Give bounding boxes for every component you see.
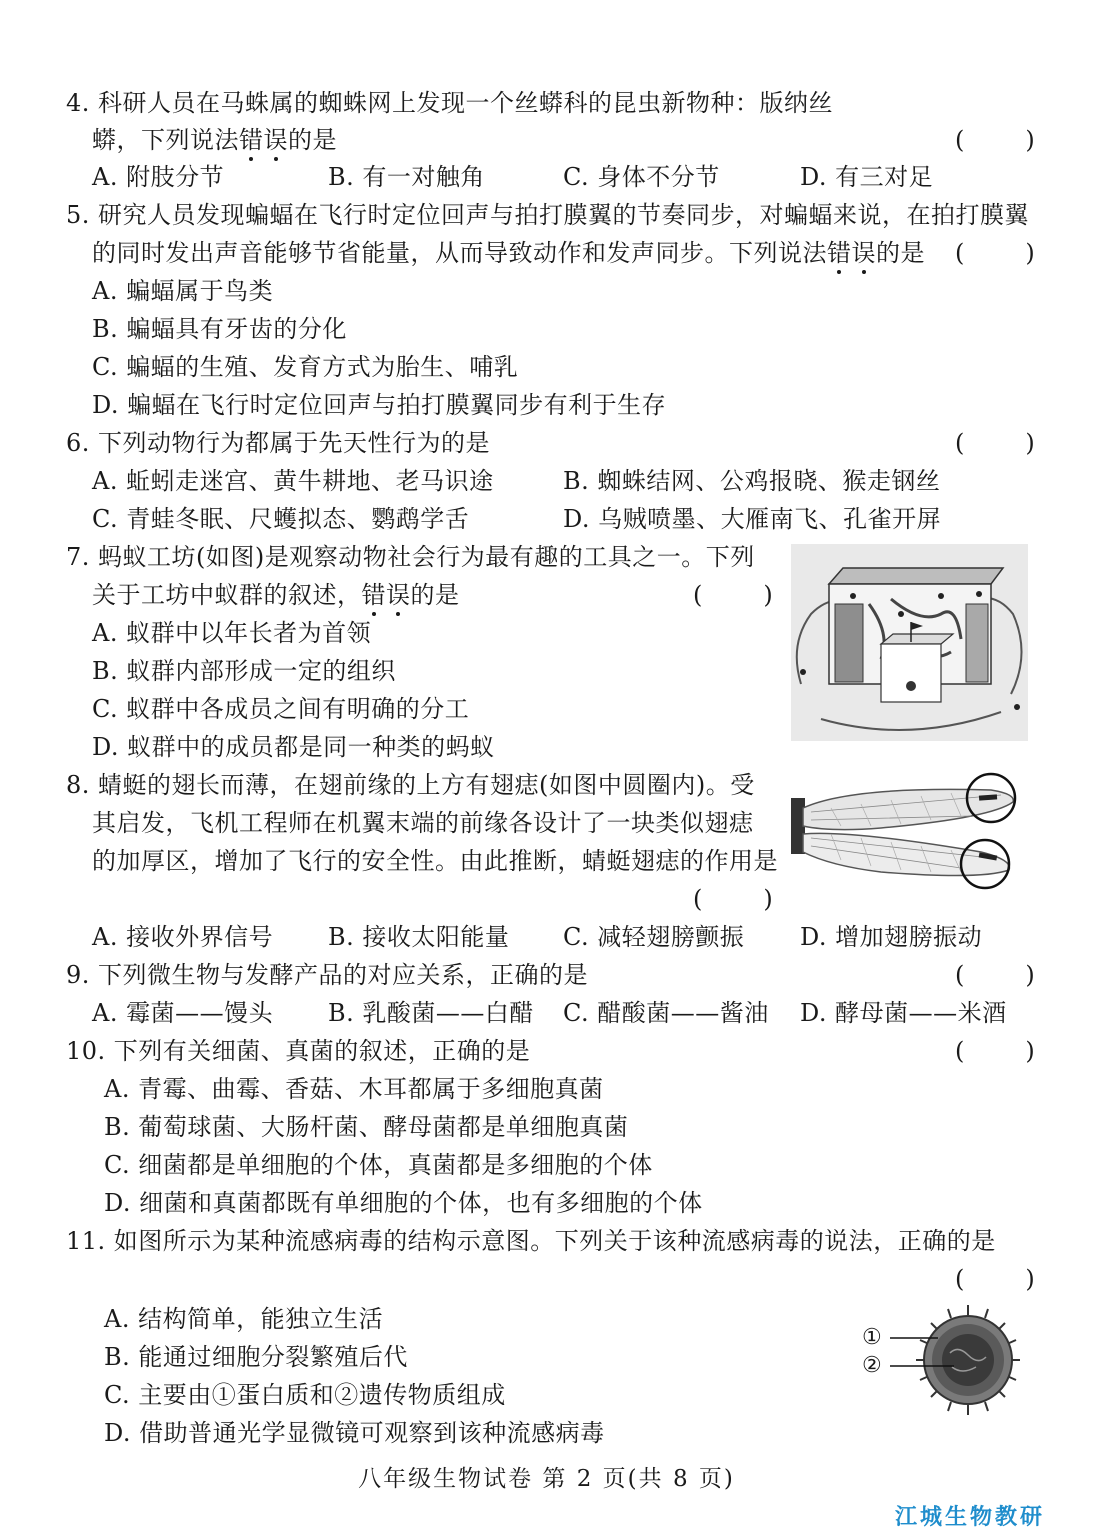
q6-option-a: A. 蚯蚓走迷宫、黄牛耕地、老马识途	[92, 467, 494, 495]
q10-option-d: D. 细菌和真菌都既有单细胞的个体，也有多细胞的个体	[104, 1189, 703, 1217]
q5-option-b: B. 蝙蝠具有牙齿的分化	[92, 315, 347, 343]
q9-option-d: D. 酵母菌——米酒	[800, 999, 1007, 1027]
q11-option-d: D. 借助普通光学显微镜可观察到该种流感病毒	[104, 1419, 605, 1447]
q9-answer-paren: ( )	[955, 961, 1035, 989]
q7-stem-line1: 7. 蚂蚁工坊(如图)是观察动物社会行为最有趣的工具之一。下列	[66, 543, 755, 571]
q10-answer-paren: ( )	[955, 1037, 1035, 1065]
q8-stem-line3: 的加厚区，增加了飞行的安全性。由此推断，蜻蜓翅痣的作用是	[92, 847, 778, 875]
q6-answer-paren: ( )	[955, 429, 1035, 457]
ant-farm-illustration	[791, 544, 1028, 741]
q8-stem-line1: 8. 蜻蜓的翅长而薄，在翅前缘的上方有翅痣(如图中圆圈内)。受	[66, 771, 755, 799]
virus-illustration	[858, 1305, 1033, 1415]
virus-label-1: ①	[862, 1325, 883, 1350]
q9-option-b: B. 乳酸菌——白醋	[328, 999, 534, 1027]
q5-stem-tail: 的是	[876, 239, 925, 267]
q7-stem-tail: 的是	[410, 581, 460, 609]
q4-answer-paren: ( )	[955, 126, 1035, 154]
q10-option-a: A. 青霉、曲霉、香菇、木耳都属于多细胞真菌	[104, 1075, 604, 1103]
q5-emphasis-char-1: 错	[827, 239, 852, 267]
q5-emphasis-char-2: 误	[851, 239, 876, 267]
q5-answer-paren: ( )	[955, 239, 1035, 267]
q11-stem-line1: 11. 如图所示为某种流感病毒的结构示意图。下列关于该种流感病毒的说法，正确的是	[66, 1227, 996, 1255]
q8-option-a: A. 接收外界信号	[92, 923, 274, 951]
q7-emphasis-char-1: 错	[361, 581, 386, 609]
q5-option-c: C. 蝙蝠的生殖、发育方式为胎生、哺乳	[92, 353, 519, 381]
q4-emphasis-char-2: 误	[263, 126, 288, 154]
q4-option-b: B. 有一对触角	[328, 163, 485, 191]
q4-stem-line1: 4. 科研人员在马蛛属的蜘蛛网上发现一个丝蟒科的昆虫新物种：版纳丝	[66, 89, 834, 117]
virus-figure	[858, 1305, 1033, 1415]
q11-option-c: C. 主要由①蛋白质和②遗传物质组成	[104, 1381, 506, 1409]
q4-stem-line2	[92, 125, 337, 155]
q11-option-b: B. 能通过细胞分裂繁殖后代	[104, 1343, 408, 1371]
q7-option-d: D. 蚁群中的成员都是同一种类的蚂蚁	[92, 733, 495, 761]
q8-answer-paren: ( )	[693, 885, 773, 913]
q9-option-a: A. 霉菌——馒头	[92, 999, 274, 1027]
q6-option-d: D. 乌贼喷墨、大雁南飞、孔雀开屏	[563, 505, 942, 533]
q4-stem-text: 蟒，下列说法	[92, 126, 239, 154]
q5-stem-line2	[92, 238, 925, 268]
q9-option-c: C. 醋酸菌——酱油	[563, 999, 769, 1027]
q7-stem-line2	[92, 580, 460, 610]
q7-answer-paren: ( )	[693, 581, 773, 609]
watermark: 江城生物教研	[894, 1505, 1045, 1530]
page-footer: 八年级生物试卷 第 2 页(共 8 页)	[358, 1466, 735, 1492]
q7-emphasis-char-2: 误	[386, 581, 411, 609]
q8-stem-line2: 其启发，飞机工程师在机翼末端的前缘各设计了一块类似翅痣	[92, 809, 754, 837]
virus-label-2: ②	[862, 1353, 883, 1378]
q10-stem-line1: 10. 下列有关细菌、真菌的叙述，正确的是	[66, 1037, 531, 1065]
q5-stem-line1: 5. 研究人员发现蝙蝠在飞行时定位回声与拍打膜翼的节奏同步，对蝙蝠来说，在拍打膜翼	[66, 201, 1030, 229]
q10-option-c: C. 细菌都是单细胞的个体，真菌都是多细胞的个体	[104, 1151, 653, 1179]
q4-emphasis-char-1: 错	[239, 126, 264, 154]
q7-option-b: B. 蚁群内部形成一定的组织	[92, 657, 396, 685]
q4-stem-tail: 的是	[288, 126, 337, 154]
dragonfly-wing-illustration	[791, 768, 1031, 898]
q10-option-b: B. 葡萄球菌、大肠杆菌、酵母菌都是单细胞真菌	[104, 1113, 629, 1141]
q7-option-c: C. 蚁群中各成员之间有明确的分工	[92, 695, 470, 723]
q4-option-d: D. 有三对足	[800, 163, 934, 191]
q8-option-b: B. 接收太阳能量	[328, 923, 510, 951]
q7-stem-text: 关于工坊中蚁群的叙述，	[92, 581, 362, 609]
q4-option-a: A. 附肢分节	[92, 163, 225, 191]
q5-option-a: A. 蝙蝠属于鸟类	[92, 277, 274, 305]
q11-option-a: A. 结构简单，能独立生活	[104, 1305, 384, 1333]
q8-option-d: D. 增加翅膀振动	[800, 923, 983, 951]
q6-option-b: B. 蜘蛛结网、公鸡报晓、猴走钢丝	[563, 467, 941, 495]
q6-option-c: C. 青蛙冬眠、尺蠖拟态、鹦鹉学舌	[92, 505, 470, 533]
q5-stem-text: 的同时发出声音能够节省能量，从而导致动作和发声同步。下列说法	[92, 239, 827, 267]
q4-option-c: C. 身体不分节	[563, 163, 720, 191]
q5-option-d: D. 蝙蝠在飞行时定位回声与拍打膜翼同步有利于生存	[92, 391, 667, 419]
q6-stem-line1: 6. 下列动物行为都属于先天性行为的是	[66, 429, 491, 457]
q11-answer-paren: ( )	[955, 1265, 1035, 1293]
dragonfly-wing-figure	[791, 768, 1031, 898]
q9-stem-line1: 9. 下列微生物与发酵产品的对应关系，正确的是	[66, 961, 589, 989]
q8-option-c: C. 减轻翅膀颤振	[563, 923, 745, 951]
ant-farm-figure	[791, 544, 1028, 741]
q7-option-a: A. 蚁群中以年长者为首领	[92, 619, 372, 647]
